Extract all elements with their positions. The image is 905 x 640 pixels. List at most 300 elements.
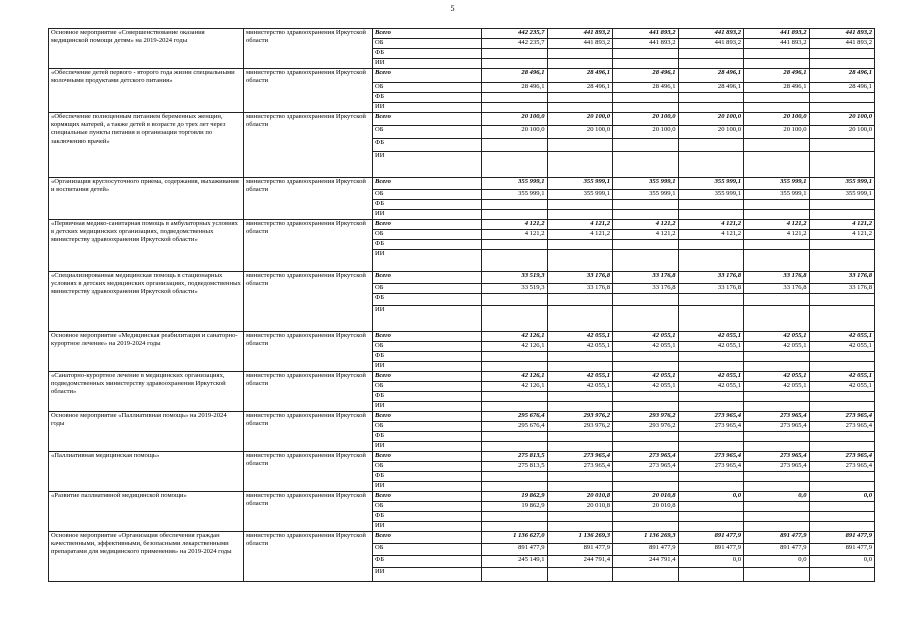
- amount-cell: 441 893,2: [678, 29, 744, 39]
- amount-cell: 355 999,1: [482, 178, 548, 190]
- amount-cell: 355 999,1: [613, 178, 679, 190]
- amount-cell: [613, 240, 679, 250]
- amount-cell: 295 676,4: [482, 412, 548, 422]
- amount-cell: 33 176,8: [809, 272, 875, 284]
- amount-cell: [482, 59, 548, 69]
- amount-cell: [547, 240, 613, 250]
- amount-cell: [809, 103, 875, 113]
- amount-cell: [809, 200, 875, 210]
- amount-cell: [613, 352, 679, 362]
- amount-cell: 42 055,1: [613, 372, 679, 382]
- amount-cell: 275 813,5: [482, 452, 548, 462]
- amount-cell: [744, 512, 810, 522]
- amount-cell: 355 999,1: [809, 178, 875, 190]
- responsible-executor: министерство здравоохранения Иркутской области: [244, 412, 373, 452]
- amount-cell: [613, 402, 679, 412]
- amount-cell: 355 999,1: [809, 190, 875, 200]
- amount-cell: 891 477,9: [547, 544, 613, 556]
- amount-cell: [678, 250, 744, 272]
- amount-cell: 441 893,2: [547, 39, 613, 49]
- amount-cell: 1 136 269,3: [613, 532, 679, 544]
- funding-source: ФБ: [373, 432, 482, 442]
- amount-cell: 42 055,1: [744, 372, 810, 382]
- amount-cell: 42 055,1: [809, 382, 875, 392]
- amount-cell: 275 813,5: [482, 462, 548, 472]
- amount-cell: [613, 139, 679, 152]
- amount-cell: [809, 294, 875, 306]
- amount-cell: 1 136 627,0: [482, 532, 548, 544]
- amount-cell: [547, 432, 613, 442]
- table-row: [49, 178, 875, 190]
- amount-cell: [809, 392, 875, 402]
- amount-cell: 20 100,0: [809, 126, 875, 139]
- amount-cell: 42 055,1: [547, 342, 613, 352]
- amount-cell: [744, 482, 810, 492]
- amount-cell: [744, 402, 810, 412]
- amount-cell: [678, 59, 744, 69]
- amount-cell: [613, 568, 679, 582]
- amount-cell: 42 055,1: [613, 342, 679, 352]
- amount-cell: [613, 522, 679, 532]
- measure-description: «Санаторно-курортное лечение в медицинских организациях, подведомственных министерству здравоохранения Иркутской области»: [49, 372, 244, 412]
- amount-cell: [744, 152, 810, 178]
- amount-cell: 4 121,2: [613, 230, 679, 240]
- amount-cell: 33 176,8: [744, 284, 810, 294]
- table-row: [49, 412, 875, 422]
- amount-cell: [613, 362, 679, 372]
- amount-cell: [547, 472, 613, 482]
- amount-cell: 28 496,1: [744, 83, 810, 93]
- amount-cell: [678, 568, 744, 582]
- amount-cell: [744, 200, 810, 210]
- amount-cell: [482, 250, 548, 272]
- amount-cell: 0,0: [744, 556, 810, 568]
- responsible-executor: министерство здравоохранения Иркутской области: [244, 372, 373, 412]
- amount-cell: 273 965,4: [809, 452, 875, 462]
- amount-cell: 442 235,7: [482, 39, 548, 49]
- amount-cell: 33 176,8: [744, 272, 810, 284]
- amount-cell: 28 496,1: [809, 69, 875, 83]
- amount-cell: [809, 210, 875, 220]
- amount-cell: 4 121,2: [482, 220, 548, 230]
- amount-cell: [482, 402, 548, 412]
- funding-source: Всего: [373, 220, 482, 230]
- amount-cell: 0,0: [744, 492, 810, 502]
- amount-cell: 33 176,8: [809, 284, 875, 294]
- funding-source: ИИ: [373, 152, 482, 178]
- amount-cell: 20 100,0: [744, 113, 810, 126]
- amount-cell: [809, 482, 875, 492]
- funding-source: ИИ: [373, 402, 482, 412]
- amount-cell: [547, 139, 613, 152]
- amount-cell: [809, 522, 875, 532]
- amount-cell: [809, 152, 875, 178]
- amount-cell: 28 496,1: [547, 69, 613, 83]
- amount-cell: [678, 240, 744, 250]
- amount-cell: 20 100,0: [744, 126, 810, 139]
- amount-cell: [678, 294, 744, 306]
- amount-cell: 0,0: [809, 556, 875, 568]
- amount-cell: 355 999,1: [482, 190, 548, 200]
- amount-cell: 20 100,0: [809, 113, 875, 126]
- amount-cell: 441 893,2: [547, 29, 613, 39]
- amount-cell: [613, 152, 679, 178]
- amount-cell: 293 976,2: [613, 422, 679, 432]
- amount-cell: 245 149,1: [482, 556, 548, 568]
- amount-cell: 20 100,0: [613, 126, 679, 139]
- amount-cell: [613, 59, 679, 69]
- responsible-executor: министерство здравоохранения Иркутской области: [244, 29, 373, 69]
- amount-cell: [547, 200, 613, 210]
- amount-cell: 4 121,2: [744, 220, 810, 230]
- amount-cell: 42 055,1: [547, 372, 613, 382]
- amount-cell: 20 100,0: [678, 113, 744, 126]
- amount-cell: 4 121,2: [809, 220, 875, 230]
- funding-source: Всего: [373, 372, 482, 382]
- responsible-executor: министерство здравоохранения Иркутской области: [244, 220, 373, 272]
- measure-description: Основное мероприятие «Медицинская реабилитация и санаторно-курортное лечение» на 2019-2024 годы: [49, 332, 244, 372]
- amount-cell: 4 121,2: [744, 230, 810, 240]
- amount-cell: [482, 200, 548, 210]
- funding-source: ИИ: [373, 482, 482, 492]
- amount-cell: [613, 482, 679, 492]
- funding-source: Всего: [373, 452, 482, 462]
- funding-source: ИИ: [373, 250, 482, 272]
- amount-cell: [809, 59, 875, 69]
- amount-cell: [547, 59, 613, 69]
- amount-cell: [809, 49, 875, 59]
- funding-source: ОБ: [373, 284, 482, 294]
- amount-cell: 355 999,1: [678, 178, 744, 190]
- amount-cell: 20 100,0: [613, 113, 679, 126]
- responsible-executor: министерство здравоохранения Иркутской области: [244, 332, 373, 372]
- amount-cell: 33 176,8: [678, 272, 744, 284]
- amount-cell: 4 121,2: [678, 230, 744, 240]
- amount-cell: 442 235,7: [482, 29, 548, 39]
- amount-cell: 4 121,2: [613, 220, 679, 230]
- amount-cell: [547, 250, 613, 272]
- amount-cell: [613, 49, 679, 59]
- amount-cell: 20 010,8: [613, 492, 679, 502]
- amount-cell: [482, 152, 548, 178]
- funding-source: Всего: [373, 532, 482, 544]
- amount-cell: 0,0: [678, 556, 744, 568]
- amount-cell: 42 055,1: [744, 342, 810, 352]
- amount-cell: [482, 210, 548, 220]
- amount-cell: [613, 512, 679, 522]
- amount-cell: 28 496,1: [613, 69, 679, 83]
- amount-cell: [744, 210, 810, 220]
- amount-cell: 19 862,9: [482, 492, 548, 502]
- funding-source: ФБ: [373, 472, 482, 482]
- amount-cell: 42 055,1: [547, 332, 613, 342]
- amount-cell: [613, 294, 679, 306]
- funding-source: ФБ: [373, 200, 482, 210]
- amount-cell: 273 965,4: [809, 462, 875, 472]
- amount-cell: 355 999,1: [744, 190, 810, 200]
- funding-source: ОБ: [373, 462, 482, 472]
- amount-cell: 4 121,2: [809, 230, 875, 240]
- funding-source: ИИ: [373, 59, 482, 69]
- amount-cell: 33 519,3: [482, 272, 548, 284]
- amount-cell: [809, 93, 875, 103]
- amount-cell: [547, 482, 613, 492]
- amount-cell: [482, 568, 548, 582]
- amount-cell: [744, 59, 810, 69]
- amount-cell: [678, 93, 744, 103]
- amount-cell: 273 965,4: [678, 422, 744, 432]
- funding-source: ФБ: [373, 294, 482, 306]
- amount-cell: [613, 200, 679, 210]
- table-row: [49, 220, 875, 230]
- funding-source: ОБ: [373, 126, 482, 139]
- amount-cell: [744, 250, 810, 272]
- table-row: [49, 492, 875, 502]
- amount-cell: [809, 250, 875, 272]
- amount-cell: 441 893,2: [809, 39, 875, 49]
- responsible-executor: министерство здравоохранения Иркутской области: [244, 452, 373, 492]
- measure-description: «Развитие паллиативной медицинской помощи»: [49, 492, 244, 532]
- amount-cell: 273 965,4: [613, 452, 679, 462]
- amount-cell: 244 791,4: [613, 556, 679, 568]
- amount-cell: [678, 392, 744, 402]
- amount-cell: 273 965,4: [678, 412, 744, 422]
- amount-cell: [613, 442, 679, 452]
- amount-cell: 891 477,9: [744, 544, 810, 556]
- funding-source: ОБ: [373, 502, 482, 512]
- amount-cell: [678, 200, 744, 210]
- amount-cell: 20 010,8: [547, 492, 613, 502]
- amount-cell: [809, 442, 875, 452]
- amount-cell: 273 965,4: [809, 412, 875, 422]
- amount-cell: 273 965,4: [809, 422, 875, 432]
- amount-cell: 28 496,1: [744, 69, 810, 83]
- amount-cell: [744, 522, 810, 532]
- amount-cell: [613, 472, 679, 482]
- amount-cell: [547, 392, 613, 402]
- amount-cell: 28 496,1: [547, 83, 613, 93]
- measure-description: Основное мероприятие «Совершенствование оказания медицинской помощи детям» на 2019-2024 годы: [49, 29, 244, 69]
- amount-cell: [482, 93, 548, 103]
- funding-source: ИИ: [373, 568, 482, 582]
- amount-cell: 42 055,1: [613, 332, 679, 342]
- amount-cell: [678, 522, 744, 532]
- amount-cell: [809, 432, 875, 442]
- measure-description: Основное мероприятие «Паллиативная помощь» на 2019-2024 годы: [49, 412, 244, 452]
- amount-cell: [678, 152, 744, 178]
- responsible-executor: министерство здравоохранения Иркутской области: [244, 113, 373, 178]
- amount-cell: 33 176,8: [613, 272, 679, 284]
- amount-cell: 891 477,9: [613, 544, 679, 556]
- amount-cell: 20 010,8: [613, 502, 679, 512]
- funding-source: ОБ: [373, 382, 482, 392]
- amount-cell: [744, 392, 810, 402]
- amount-cell: 273 965,4: [744, 422, 810, 432]
- amount-cell: [744, 240, 810, 250]
- amount-cell: 33 519,3: [482, 284, 548, 294]
- amount-cell: 441 893,2: [744, 39, 810, 49]
- amount-cell: [547, 152, 613, 178]
- amount-cell: 28 496,1: [613, 83, 679, 93]
- amount-cell: 20 100,0: [482, 113, 548, 126]
- amount-cell: [482, 522, 548, 532]
- amount-cell: 891 477,9: [809, 532, 875, 544]
- funding-source: ФБ: [373, 93, 482, 103]
- amount-cell: 441 893,2: [613, 29, 679, 39]
- amount-cell: [678, 210, 744, 220]
- amount-cell: [678, 362, 744, 372]
- amount-cell: [744, 432, 810, 442]
- amount-cell: 28 496,1: [678, 83, 744, 93]
- measure-description: «Паллиативная медицинская помощь»: [49, 452, 244, 492]
- amount-cell: [809, 306, 875, 332]
- amount-cell: 293 976,2: [547, 422, 613, 432]
- amount-cell: [678, 482, 744, 492]
- table-row: [49, 452, 875, 462]
- amount-cell: [678, 402, 744, 412]
- amount-cell: [613, 392, 679, 402]
- funding-source: ФБ: [373, 139, 482, 152]
- funding-source: ИИ: [373, 306, 482, 332]
- amount-cell: [547, 512, 613, 522]
- amount-cell: 33 176,8: [613, 284, 679, 294]
- table-row: [49, 272, 875, 284]
- table-row: [49, 532, 875, 544]
- amount-cell: 441 893,2: [809, 29, 875, 39]
- amount-cell: 42 055,1: [678, 372, 744, 382]
- amount-cell: [678, 49, 744, 59]
- amount-cell: [482, 472, 548, 482]
- amount-cell: 244 791,4: [547, 556, 613, 568]
- amount-cell: [678, 502, 744, 512]
- amount-cell: 42 126,1: [482, 382, 548, 392]
- amount-cell: [678, 512, 744, 522]
- amount-cell: 42 055,1: [744, 332, 810, 342]
- funding-source: ИИ: [373, 103, 482, 113]
- amount-cell: 891 477,9: [744, 532, 810, 544]
- amount-cell: [613, 250, 679, 272]
- amount-cell: [547, 442, 613, 452]
- table-row: [49, 113, 875, 126]
- funding-source: ИИ: [373, 362, 482, 372]
- amount-cell: [482, 482, 548, 492]
- page-number: 5: [450, 4, 455, 13]
- amount-cell: 28 496,1: [678, 69, 744, 83]
- amount-cell: [547, 306, 613, 332]
- amount-cell: 273 965,4: [547, 452, 613, 462]
- amount-cell: [809, 352, 875, 362]
- amount-cell: 42 055,1: [678, 342, 744, 352]
- funding-source: ОБ: [373, 422, 482, 432]
- amount-cell: [809, 139, 875, 152]
- amount-cell: [482, 512, 548, 522]
- funding-source: Всего: [373, 412, 482, 422]
- amount-cell: 42 055,1: [678, 332, 744, 342]
- amount-cell: 28 496,1: [482, 69, 548, 83]
- amount-cell: 42 055,1: [613, 382, 679, 392]
- amount-cell: 42 055,1: [547, 382, 613, 392]
- measure-description: Основное мероприятие «Организация обеспечения граждан качественными, эффективными, безопасными лекарственными препаратами для медицинского применения» на 2019-2024 годы: [49, 532, 244, 582]
- amount-cell: 273 965,4: [744, 412, 810, 422]
- funding-source: ОБ: [373, 544, 482, 556]
- amount-cell: 355 999,1: [678, 190, 744, 200]
- amount-cell: 4 121,2: [678, 220, 744, 230]
- amount-cell: [482, 392, 548, 402]
- funding-source: Всего: [373, 492, 482, 502]
- amount-cell: [547, 103, 613, 113]
- amount-cell: [547, 568, 613, 582]
- amount-cell: [809, 472, 875, 482]
- measure-description: «Специализированная медицинская помощь в стационарных условиях в детских медицинских организациях, подведомственных министерству здравоохранения Иркутской области»: [49, 272, 244, 332]
- amount-cell: [678, 103, 744, 113]
- amount-cell: 441 893,2: [613, 39, 679, 49]
- amount-cell: 355 999,1: [744, 178, 810, 190]
- measure-description: «Обеспечение детей первого - второго года жизни специальными молочными продуктами детского питания»: [49, 69, 244, 113]
- funding-source: ФБ: [373, 512, 482, 522]
- amount-cell: 273 965,4: [547, 462, 613, 472]
- amount-cell: [482, 49, 548, 59]
- funding-source: Всего: [373, 69, 482, 83]
- amount-cell: 20 100,0: [678, 126, 744, 139]
- amount-cell: [547, 522, 613, 532]
- amount-cell: 42 055,1: [809, 332, 875, 342]
- funding-source: Всего: [373, 29, 482, 39]
- amount-cell: 273 965,4: [744, 452, 810, 462]
- measure-description: «Первичная медико-санитарная помощь в амбулаторных условиях в детских медицинских организациях, подведомственных министерству здравоохранения Иркутской области»: [49, 220, 244, 272]
- amount-cell: [482, 294, 548, 306]
- amount-cell: 4 121,2: [547, 230, 613, 240]
- amount-cell: 891 477,9: [678, 532, 744, 544]
- funding-source: Всего: [373, 332, 482, 342]
- amount-cell: 355 999,1: [547, 190, 613, 200]
- amount-cell: [547, 294, 613, 306]
- amount-cell: [613, 210, 679, 220]
- amount-cell: [482, 240, 548, 250]
- table-row: [49, 332, 875, 342]
- amount-cell: 0,0: [678, 492, 744, 502]
- funding-source: Всего: [373, 272, 482, 284]
- amount-cell: 273 965,4: [678, 462, 744, 472]
- amount-cell: [482, 352, 548, 362]
- funding-source: Всего: [373, 178, 482, 190]
- amount-cell: 441 893,2: [678, 39, 744, 49]
- measure-description: «Организация круглосуточного приема, содержания, выхаживания и воспитания детей»: [49, 178, 244, 220]
- funding-source: ОБ: [373, 230, 482, 240]
- amount-cell: 355 999,1: [613, 190, 679, 200]
- amount-cell: 1 136 269,3: [547, 532, 613, 544]
- amount-cell: [678, 352, 744, 362]
- amount-cell: [809, 240, 875, 250]
- amount-cell: [547, 352, 613, 362]
- table-row: [49, 372, 875, 382]
- measure-description: «Обеспечение полноценным питанием беременных женщин, кормящих матерей, а также детей в возрасте до трех лет через специальные пункты питания и организации торговли по заключению врачей»: [49, 113, 244, 178]
- amount-cell: 42 055,1: [678, 382, 744, 392]
- amount-cell: 42 055,1: [744, 382, 810, 392]
- amount-cell: 891 477,9: [809, 544, 875, 556]
- amount-cell: [482, 103, 548, 113]
- amount-cell: 28 496,1: [482, 83, 548, 93]
- amount-cell: 441 893,2: [744, 29, 810, 39]
- amount-cell: [613, 103, 679, 113]
- amount-cell: [547, 210, 613, 220]
- amount-cell: [809, 402, 875, 412]
- amount-cell: [613, 432, 679, 442]
- responsible-executor: министерство здравоохранения Иркутской области: [244, 178, 373, 220]
- amount-cell: [744, 568, 810, 582]
- amount-cell: [678, 139, 744, 152]
- amount-cell: [678, 432, 744, 442]
- amount-cell: [809, 362, 875, 372]
